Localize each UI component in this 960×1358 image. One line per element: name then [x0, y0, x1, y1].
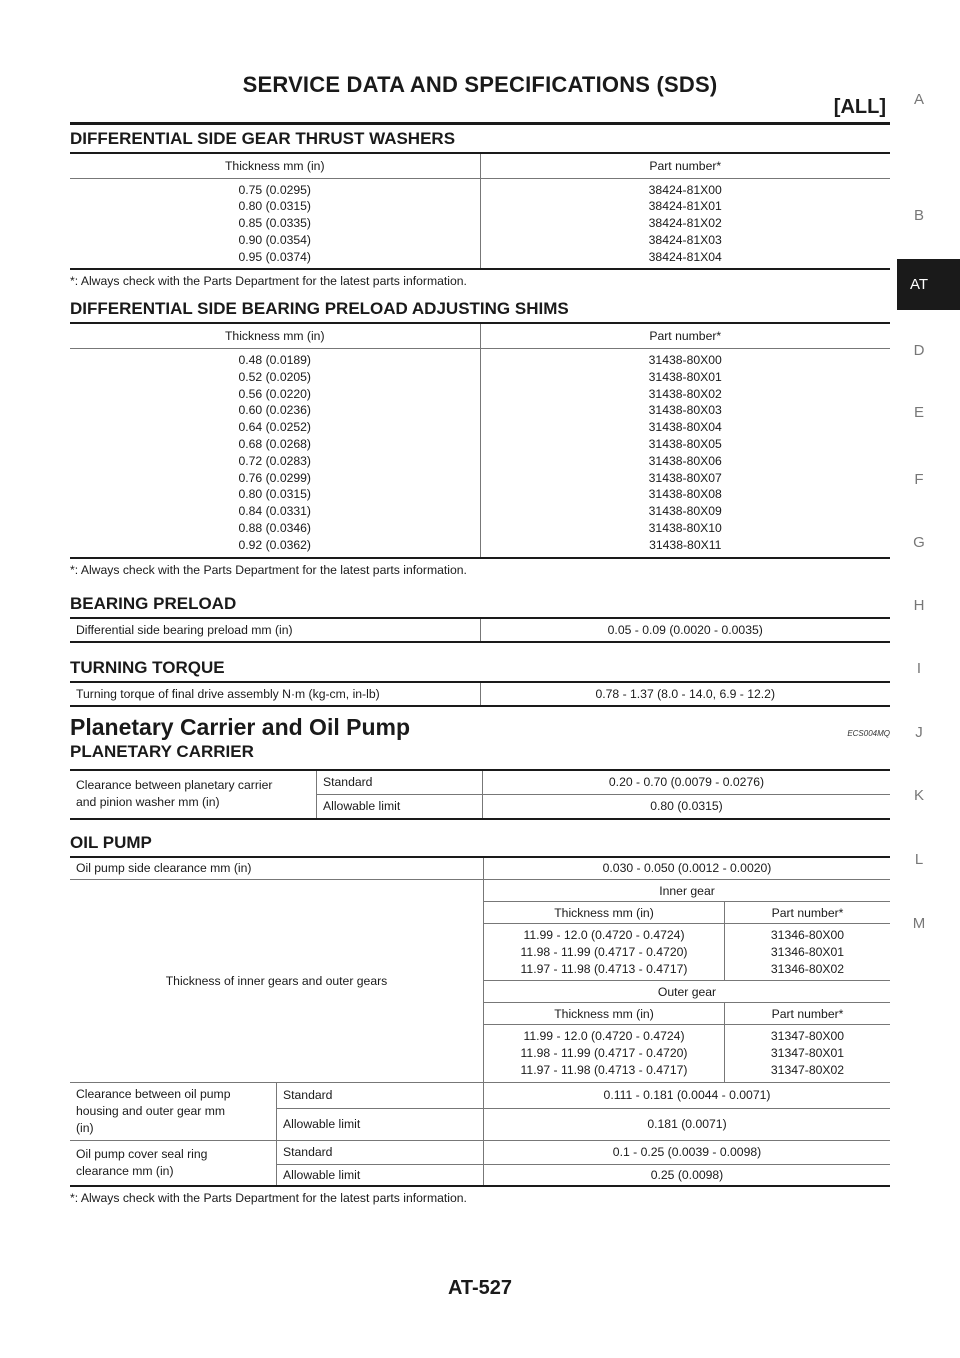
gears-thickness-label: Thickness of inner gears and outer gears: [70, 880, 484, 1083]
bearing-preload-value: 0.05 - 0.09 (0.0020 - 0.0035): [480, 618, 890, 642]
side-index-j[interactable]: J: [915, 724, 923, 741]
side-index-k[interactable]: K: [913, 787, 924, 804]
section-title-thrust-washers: DIFFERENTIAL SIDE GEAR THRUST WASHERS: [70, 129, 456, 148]
side-index-h[interactable]: H: [913, 597, 925, 614]
side-index-l[interactable]: L: [914, 851, 924, 868]
turning-torque-value: 0.78 - 1.37 (8.0 - 14.0, 6.9 - 12.2): [480, 682, 890, 706]
inner-col-part-number: Part number*: [725, 902, 891, 924]
header-rule: [70, 122, 890, 125]
thrust-washers-table: [70, 152, 890, 270]
section-code: ECS004MQ: [847, 728, 890, 738]
parts-note: *: Always check with the Parts Department for the latest parts information.: [70, 1191, 467, 1206]
side-index-at-active[interactable]: AT: [897, 259, 960, 310]
side-index-f[interactable]: F: [914, 471, 924, 488]
standard-value: 0.20 - 0.70 (0.0079 - 0.0276): [483, 770, 891, 795]
inner-gear-title: Inner gear: [484, 880, 891, 902]
outer-col-thickness: Thickness mm (in): [484, 1003, 725, 1025]
page-content: [70, 128, 890, 1205]
planetary-clearance-label: Clearance between planetary carrier and pinion washer mm (in): [70, 770, 317, 819]
turning-torque-table: [70, 681, 890, 707]
seal-standard-value: 0.1 - 0.25 (0.0039 - 0.0098): [484, 1140, 891, 1164]
housing-standard-value: 0.111 - 0.181 (0.0044 - 0.0071): [484, 1082, 891, 1108]
part-number-list: 38424-81X00 38424-81X01 38424-81X02 38424-81X03 38424-81X04: [480, 178, 890, 269]
seal-standard-label: Standard: [277, 1140, 484, 1164]
col-thickness: Thickness mm (in): [70, 153, 480, 178]
outer-gear-title: Outer gear: [484, 981, 891, 1003]
thickness-list: 0.48 (0.0189) 0.52 (0.0205) 0.56 (0.0220) 0.60 (0.0236) 0.64 (0.0252) 0.68 (0.0268) 0.72 (0.0283) 0.76 (0.0299) 0.80 (0.0315) 0.84 (0.0331) 0.88 (0.0346) 0.92 (0.0362): [70, 348, 480, 557]
side-index-e[interactable]: E: [913, 404, 924, 421]
seal-clearance-label: Oil pump cover seal ring clearance mm (in): [70, 1140, 277, 1186]
oil-pump-table: [70, 856, 890, 1188]
housing-limit-value: 0.181 (0.0071): [484, 1108, 891, 1140]
thickness-list: 0.75 (0.0295) 0.80 (0.0315) 0.85 (0.0335) 0.90 (0.0354) 0.95 (0.0374): [70, 178, 480, 269]
section-title-bearing-preload: BEARING PRELOAD: [70, 593, 237, 613]
inner-col-thickness: Thickness mm (in): [484, 902, 725, 924]
turning-torque-label: Turning torque of final drive assembly N·m (kg-cm, in-lb): [70, 682, 480, 706]
side-index-a[interactable]: A: [913, 91, 924, 108]
preload-shims-table: [70, 322, 890, 558]
housing-clearance-label: Clearance between oil pump housing and outer gear mm (in): [70, 1082, 277, 1140]
col-part-number: Part number*: [480, 153, 890, 178]
section-title-planetary-oil-pump: Planetary Carrier and Oil Pump: [70, 713, 411, 740]
page-number: AT-527: [447, 1277, 513, 1299]
col-thickness: Thickness mm (in): [70, 323, 480, 348]
limit-value: 0.80 (0.0315): [483, 795, 891, 819]
bearing-preload-label: Differential side bearing preload mm (in): [70, 618, 480, 642]
section-title-oil-pump: OIL PUMP: [70, 832, 152, 852]
inner-thickness-list: 11.99 - 12.0 (0.4720 - 0.4724) 11.98 - 11.99 (0.4717 - 0.4720) 11.97 - 11.98 (0.4713 - 0.4717): [484, 924, 725, 981]
limit-label: Allowable limit: [317, 795, 483, 819]
side-clearance-label: Oil pump side clearance mm (in): [70, 857, 484, 880]
housing-limit-label: Allowable limit: [277, 1108, 484, 1140]
col-part-number: Part number*: [480, 323, 890, 348]
side-index-i[interactable]: I: [916, 660, 922, 677]
seal-limit-value: 0.25 (0.0098): [484, 1164, 891, 1186]
outer-thickness-list: 11.99 - 12.0 (0.4720 - 0.4724) 11.98 - 11.99 (0.4717 - 0.4720) 11.97 - 11.98 (0.4713 - 0.4717): [484, 1025, 725, 1082]
section-title-preload-shims: DIFFERENTIAL SIDE BEARING PRELOAD ADJUSTING SHIMS: [70, 299, 569, 319]
side-index-m[interactable]: M: [912, 915, 926, 932]
section-title-planetary-carrier: PLANETARY CARRIER: [70, 741, 254, 761]
side-index-d[interactable]: D: [913, 342, 925, 359]
parts-note: *: Always check with the Parts Department for the latest parts information.: [70, 562, 467, 577]
outer-col-part-number: Part number*: [725, 1003, 891, 1025]
housing-standard-label: Standard: [277, 1082, 484, 1108]
page-header-title: SERVICE DATA AND SPECIFICATIONS (SDS): [242, 72, 718, 97]
standard-label: Standard: [317, 770, 483, 795]
side-index-g[interactable]: G: [913, 534, 925, 551]
part-number-list: 31438-80X00 31438-80X01 31438-80X02 31438-80X03 31438-80X04 31438-80X05 31438-80X06 31438-80X07 31438-80X08 31438-80X09 31438-80X10 31438-80X11: [480, 348, 890, 557]
parts-note: *: Always check with the Parts Department for the latest parts information.: [70, 274, 467, 289]
seal-limit-label: Allowable limit: [277, 1164, 484, 1186]
section-title-turning-torque: TURNING TORQUE: [70, 657, 225, 677]
planetary-carrier-table: [70, 769, 890, 820]
page-header-scope: [ALL]: [833, 96, 886, 118]
bearing-preload-table: [70, 617, 890, 643]
inner-part-list: 31346-80X00 31346-80X01 31346-80X02: [725, 924, 891, 981]
outer-part-list: 31347-80X00 31347-80X01 31347-80X02: [725, 1025, 891, 1082]
side-clearance-value: 0.030 - 0.050 (0.0012 - 0.0020): [484, 857, 891, 880]
side-index-b[interactable]: B: [913, 207, 924, 224]
